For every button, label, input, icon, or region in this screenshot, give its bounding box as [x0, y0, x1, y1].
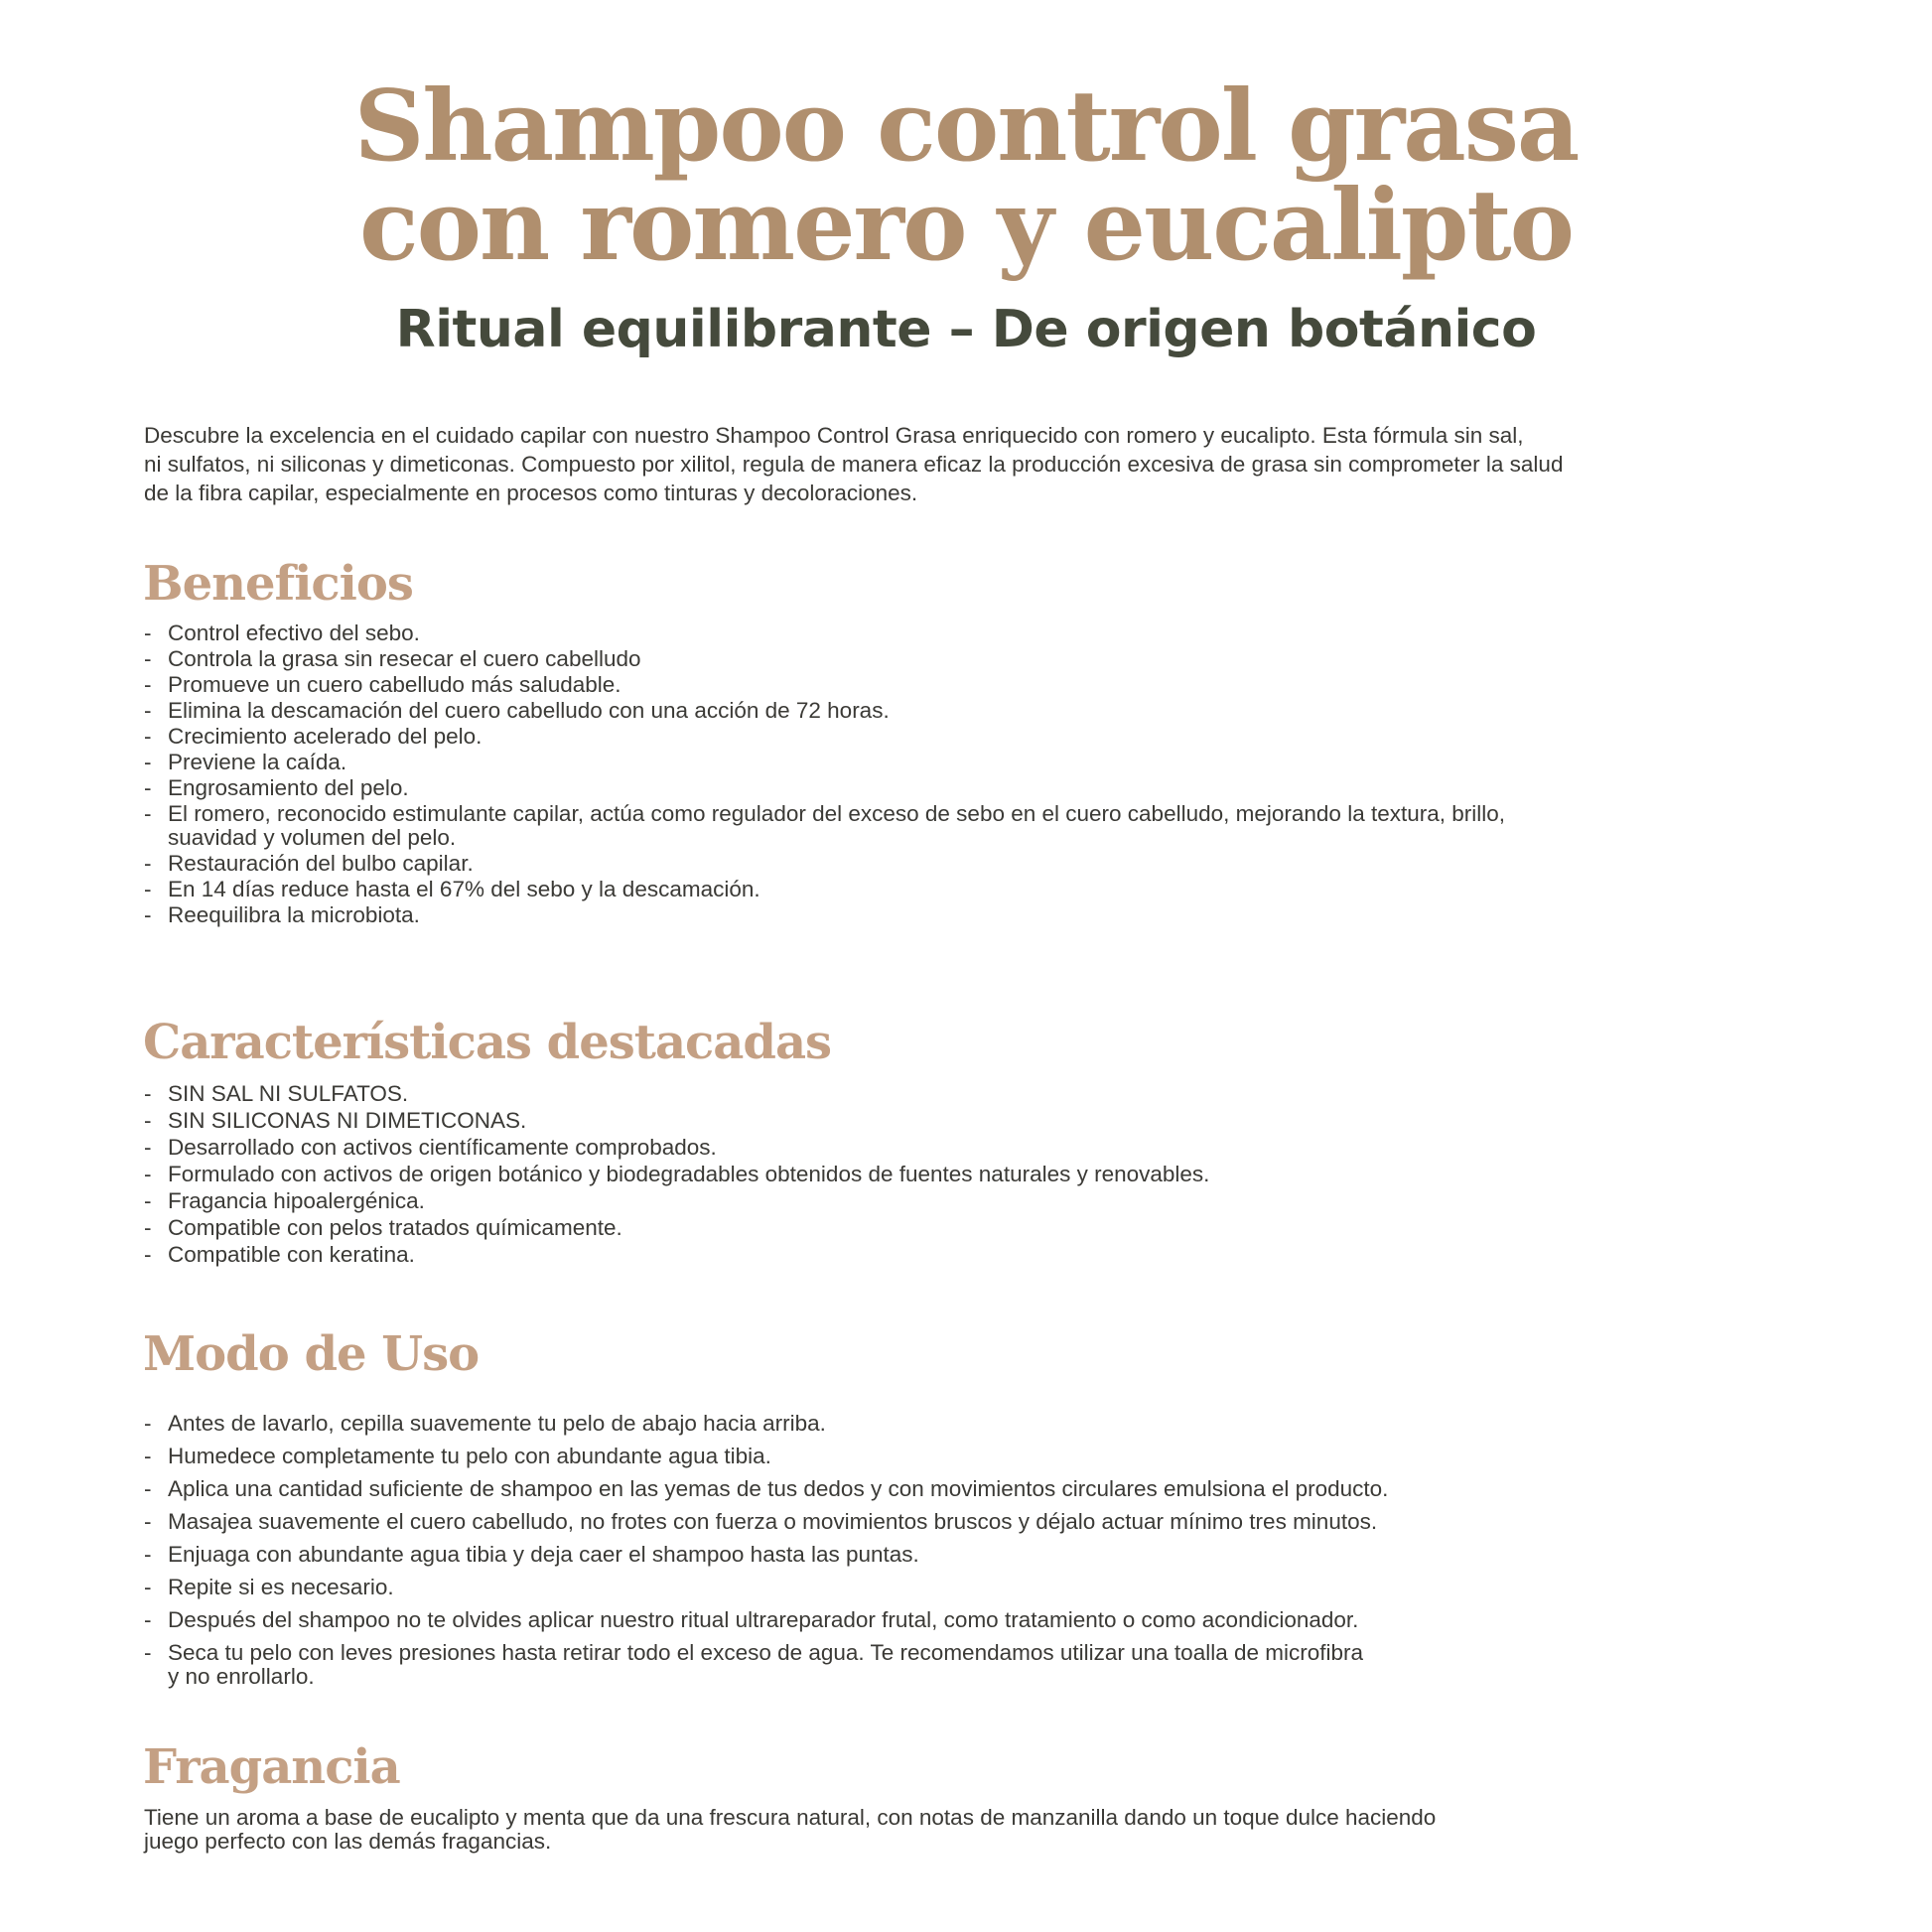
bullet-dash: - — [144, 877, 152, 901]
bullet-dash: - — [144, 724, 152, 749]
list-item: - Previene la caída. — [144, 750, 347, 774]
bullet-dash: - — [144, 1444, 152, 1468]
bullet-dash: - — [144, 1081, 152, 1106]
list-item: - Fragancia hipoalergénica. — [144, 1188, 425, 1213]
fragancia-heading: Fragancia — [143, 1739, 400, 1795]
list-item: - Seca tu pelo con leves presiones hasta retirar todo el exceso de agua. Te recomendamos utilizar una toalla de microfibra y no enrollarlo. — [144, 1641, 1388, 1689]
bullet-dash: - — [144, 775, 152, 800]
bullet-dash: - — [144, 1108, 152, 1133]
bullet-dash: - — [144, 1607, 152, 1632]
bullet-dash: - — [144, 801, 152, 826]
bullet-dash: - — [144, 621, 152, 645]
intro-line-2: ni sulfatos, ni siliconas y dimeticonas. Compuesto por xilitol, regula de manera eficaz la producción excesiva de grasa sin comprometer la salud — [144, 452, 1564, 477]
bullet-dash: - — [144, 1640, 152, 1665]
bullet-dash: - — [144, 1215, 152, 1240]
list-item: - Elimina la descamación del cuero cabelludo con una acción de 72 horas. — [144, 698, 890, 723]
bullet-dash: - — [144, 1162, 152, 1186]
list-item: - Desarrollado con activos científicamente comprobados. — [144, 1135, 717, 1160]
bullet-dash: - — [144, 1135, 152, 1160]
fragancia-paragraph — [144, 1806, 1792, 1854]
beneficios-heading: Beneficios — [143, 556, 413, 612]
list-item: - Restauración del bulbo capilar. — [144, 851, 474, 876]
bullet-dash: - — [144, 646, 152, 671]
fragancia-line-2: juego perfecto con las demás fragancias. — [144, 1829, 552, 1854]
bullet-dash: - — [144, 1411, 152, 1436]
bullet-dash: - — [144, 1542, 152, 1567]
list-item: - El romero, reconocido estimulante capilar, actúa como regulador del exceso de sebo en el cuero cabelludo, mejorando la textura, brillo, suavidad y volumen del pelo. — [144, 801, 1506, 850]
bullet-dash: - — [144, 1188, 152, 1213]
list-item: - SIN SILICONAS NI DIMETICONAS. — [144, 1108, 527, 1133]
list-item: - En 14 días reduce hasta el 67% del sebo y la descamación. — [144, 877, 760, 901]
bullet-dash: - — [144, 1509, 152, 1534]
bullet-dash: - — [144, 851, 152, 876]
list-item: - Repite si es necesario. — [144, 1575, 394, 1599]
product-subtitle: Ritual equilibrante – De origen botánico — [395, 300, 1537, 359]
bullet-dash: - — [144, 750, 152, 774]
intro-paragraph — [144, 421, 1812, 507]
bullet-dash: - — [144, 1575, 152, 1599]
list-item: - Enjuaga con abundante agua tibia y deja caer el shampoo hasta las puntas. — [144, 1542, 919, 1567]
list-item: - Humedece completamente tu pelo con abundante agua tibia. — [144, 1444, 771, 1468]
bullet-dash: - — [144, 1242, 152, 1267]
list-item: - Engrosamiento del pelo. — [144, 775, 409, 800]
caracteristicas-list — [144, 1082, 1209, 1270]
modo-de-uso-heading: Modo de Uso — [143, 1326, 480, 1382]
list-item: - Reequilibra la microbiota. — [144, 902, 420, 927]
bullet-dash: - — [144, 698, 152, 723]
list-item-continuation: y no enrollarlo. — [168, 1664, 315, 1689]
list-item: - SIN SAL NI SULFATOS. — [144, 1081, 409, 1106]
bullet-dash: - — [144, 902, 152, 927]
list-item: - Promueve un cuero cabelludo más saludable. — [144, 672, 621, 697]
modo-de-uso-list — [144, 1412, 1388, 1698]
beneficios-list — [144, 621, 1505, 929]
list-item: - Aplica una cantidad suficiente de shampoo en las yemas de tus dedos y con movimientos circulares emulsiona el producto. — [144, 1476, 1389, 1501]
list-item: - Controla la grasa sin resecar el cuero cabelludo — [144, 646, 641, 671]
list-item: - Compatible con keratina. — [144, 1242, 415, 1267]
list-item: - Crecimiento acelerado del pelo. — [144, 724, 483, 749]
product-title-line-2: con romero y eucalipto — [358, 169, 1573, 283]
bullet-dash: - — [144, 1476, 152, 1501]
bullet-dash: - — [144, 672, 152, 697]
list-item: - Antes de lavarlo, cepilla suavemente tu pelo de abajo hacia arriba. — [144, 1411, 826, 1436]
product-title-line-1: Shampoo control grasa — [353, 69, 1579, 184]
list-item: - Masajea suavemente el cuero cabelludo, no frotes con fuerza o movimientos bruscos y déjalo actuar mínimo tres minutos. — [144, 1509, 1378, 1534]
list-item-continuation: suavidad y volumen del pelo. — [168, 825, 457, 850]
product-title — [0, 69, 1932, 283]
intro-line-1: Descubre la excelencia en el cuidado capilar con nuestro Shampoo Control Grasa enriquecido con romero y eucalipto. Esta fórmula sin sal, — [144, 423, 1524, 448]
intro-line-3: de la fibra capilar, especialmente en procesos como tinturas y decoloraciones. — [144, 481, 918, 505]
fragancia-line-1: Tiene un aroma a base de eucalipto y menta que da una frescura natural, con notas de manzanilla dando un toque dulce haciendo — [144, 1805, 1437, 1830]
list-item: - Después del shampoo no te olvides aplicar nuestro ritual ultrareparador frutal, como tratamiento o como acondicionador. — [144, 1607, 1359, 1632]
caracteristicas-heading: Características destacadas — [143, 1015, 832, 1070]
list-item: - Formulado con activos de origen botánico y biodegradables obtenidos de fuentes naturales y renovables. — [144, 1162, 1210, 1186]
list-item: - Control efectivo del sebo. — [144, 621, 420, 645]
list-item: - Compatible con pelos tratados químicamente. — [144, 1215, 622, 1240]
